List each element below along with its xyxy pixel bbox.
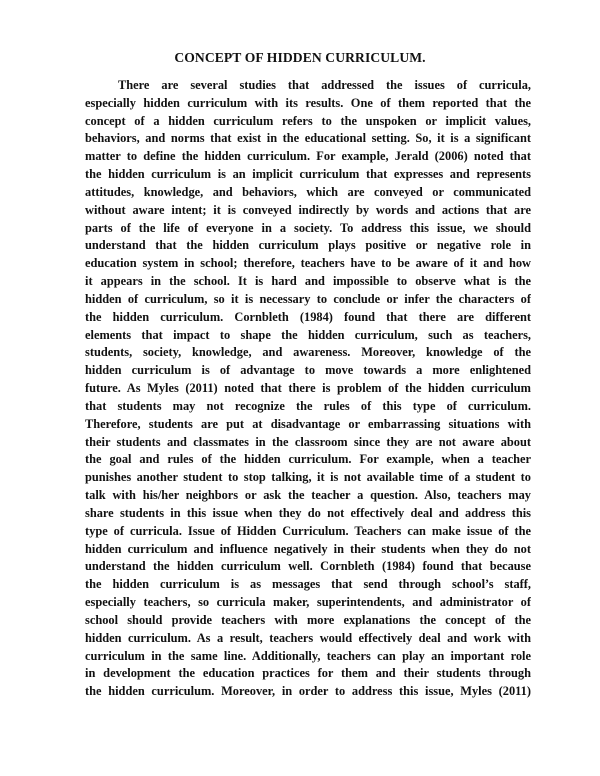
paragraph-line: understand that the hidden curriculum plays positive or negative role in	[85, 238, 531, 253]
paragraph-line: school should provide teachers with more explanations the concept of the	[85, 612, 531, 627]
paragraph-line: concept of a hidden curriculum refers to the unspoken or implicit values,	[85, 113, 531, 128]
paragraph-line: the hidden curriculum. Cornbleth (1984) found that there are different	[85, 309, 531, 324]
paragraph-line: that students may not recognize the rules of this type of curriculum.	[85, 398, 531, 413]
paragraph-line: education system in school; therefore, teachers have to be aware of it and how	[85, 256, 531, 271]
paragraph-line: the hidden curriculum is an implicit curriculum that expresses and represents	[85, 167, 531, 182]
paragraph-line: curriculum in the same line. Additionally, teachers can play an important role	[85, 648, 531, 663]
paragraph-line: especially hidden curriculum with its results. One of them reported that the	[85, 95, 531, 110]
paragraph-line: type of curricula. Issue of Hidden Curriculum. Teachers can make issue of the	[85, 523, 531, 538]
paragraph-line: matter to define the hidden curriculum. For example, Jerald (2006) noted that	[85, 149, 531, 164]
paragraph-line: punishes another student to stop talking, it is not available time of a student to	[85, 470, 531, 485]
paragraph-line: talk with his/her neighbors or ask the teacher a question. Also, teachers may	[85, 488, 531, 503]
paragraph-line: without aware intent; it is conveyed indirectly by words and actions that are	[85, 202, 531, 217]
paragraph-line: the hidden curriculum is as messages that send through school’s staff,	[85, 577, 531, 592]
paragraph-line: it appears in the school. It is hard and impossible to observe what is the	[85, 274, 531, 289]
paragraph-line: the hidden curriculum. Moreover, in order to address this issue, Myles (2011)	[85, 684, 531, 699]
body-paragraph	[85, 77, 531, 701]
paragraph-line: in development the education practices for them and their students through	[85, 666, 531, 681]
paragraph-line: hidden curriculum and influence negatively in their students when they do not	[85, 541, 531, 556]
paragraph-line: parts of the life of everyone in a society. To address this issue, we should	[85, 220, 531, 235]
paragraph-line: future. As Myles (2011) noted that there is problem of the hidden curriculum	[85, 381, 531, 396]
paragraph-line: share students in this issue when they do not effectively deal and address this	[85, 505, 531, 520]
paragraph-line: elements that impact to shape the hidden curriculum, such as teachers,	[85, 327, 531, 342]
paragraph-line: hidden of curriculum, so it is necessary to conclude or infer the characters of	[85, 291, 531, 306]
paragraph-line: their students and classmates in the classroom since they are not aware about	[85, 434, 531, 449]
paragraph-line: behaviors, and norms that exist in the educational setting. So, it is a significant	[85, 131, 531, 146]
page-title: CONCEPT OF HIDDEN CURRICULUM.	[174, 50, 426, 65]
paragraph-line: Therefore, students are put at disadvantage or embarrassing situations with	[85, 416, 531, 431]
paragraph-line: students, society, knowledge, and awareness. Moreover, knowledge of the	[85, 345, 531, 360]
paragraph-line: attitudes, knowledge, and behaviors, which are conveyed or communicated	[85, 184, 531, 199]
paragraph-line: hidden curriculum. As a result, teachers would effectively deal and work with	[85, 630, 531, 645]
paragraph-line: There are several studies that addressed the issues of curricula,	[118, 78, 531, 92]
paragraph-line: hidden curriculum is of advantage to move towards a more enlightened	[85, 363, 531, 378]
paragraph-line: understand the hidden curriculum well. Cornbleth (1984) found that because	[85, 559, 531, 574]
paragraph-line: especially teachers, so curricula maker, superintendents, and administrator of	[85, 595, 531, 610]
paragraph-line: the goal and rules of the hidden curriculum. For example, when a teacher	[85, 452, 531, 467]
